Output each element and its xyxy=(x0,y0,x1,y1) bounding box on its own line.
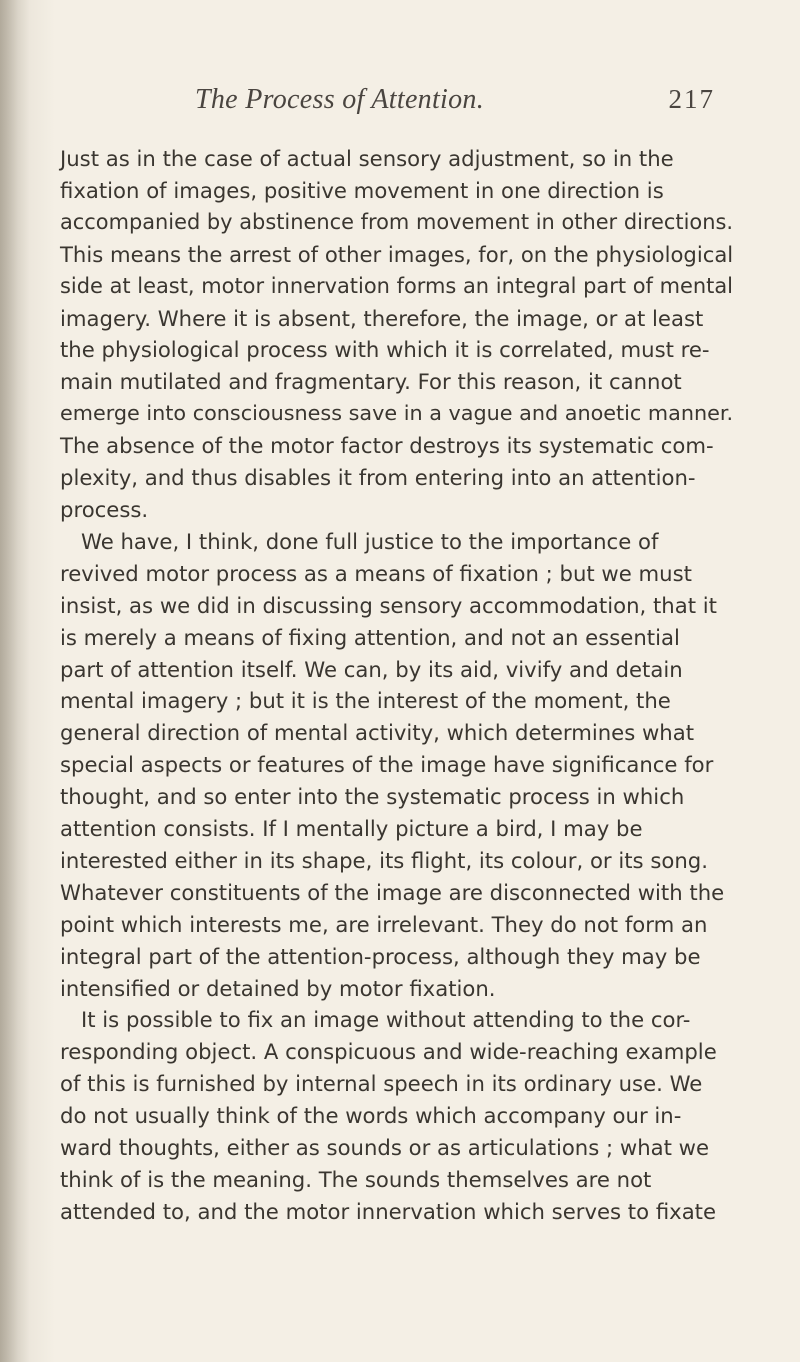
text-line: attention consists. If I mentally picture a bird, I may be xyxy=(60,816,643,842)
text-line: The absence of the motor factor destroys its systematic com- xyxy=(60,433,714,459)
text-line: revived motor process as a means of fixation ; but we must xyxy=(60,560,692,586)
text-line: imagery. Where it is absent, therefore, the image, or at least xyxy=(60,305,704,331)
text-line: interested either in its shape, its flight, its colour, or its song. xyxy=(60,847,708,873)
text-line: side at least, motor innervation forms an integral part of mental xyxy=(60,273,733,298)
paragraph xyxy=(60,143,733,526)
text-line: of this is furnished by internal speech in its ordinary use. We xyxy=(60,1071,703,1097)
text-line: This means the arrest of other images, for, on the physiological xyxy=(60,241,734,267)
text-line: part of attention itself. We can, by its aid, vivify and detain xyxy=(60,656,683,682)
text-line: is merely a means of fixing attention, and not an essential xyxy=(60,624,680,650)
text-line: point which interests me, are irrelevant. They do not form an xyxy=(60,911,708,937)
running-head xyxy=(195,84,715,124)
text-line: integral part of the attention-process, although they may be xyxy=(60,943,701,969)
binding-shadow xyxy=(0,0,30,1362)
text-line: attended to, and the motor innervation which serves to fixate xyxy=(60,1198,717,1224)
text-line: It is possible to fix an image without attending to the cor- xyxy=(81,1007,691,1033)
text-line: think of is the meaning. The sounds themselves are not xyxy=(60,1167,652,1192)
body-text xyxy=(60,143,733,1228)
text-line: ward thoughts, either as sounds or as articulations ; what we xyxy=(60,1135,710,1161)
text-line: responding object. A conspicuous and wide-reaching example xyxy=(60,1039,717,1065)
text-line: accompanied by abstinence from movement in other directions. xyxy=(60,209,733,234)
text-line: We have, I think, done full justice to the importance of xyxy=(81,528,659,554)
text-line: insist, as we did in discussing sensory accommodation, that it xyxy=(60,592,717,618)
text-line: Whatever constituents of the image are disconnected with the xyxy=(60,879,725,905)
text-line: fixation of images, positive movement in one direction is xyxy=(60,177,664,203)
paragraph xyxy=(60,1004,733,1227)
text-line: general direction of mental activity, which determines what xyxy=(60,720,695,746)
text-line: process. xyxy=(60,496,149,522)
text-line: main mutilated and fragmentary. For this reason, it cannot xyxy=(60,369,682,395)
running-title: The Process of Attention. xyxy=(195,84,485,115)
text-line: Just as in the case of actual sensory adjustment, so in the xyxy=(60,146,674,171)
text-line: special aspects or features of the image have significance for xyxy=(60,752,714,778)
page-number: 217 xyxy=(668,84,715,114)
text-line: plexity, and thus disables it from entering into an attention- xyxy=(60,465,696,491)
text-line: intensified or detained by motor fixation. xyxy=(60,975,496,1001)
text-line: mental imagery ; but it is the interest of the moment, the xyxy=(60,688,671,714)
text-line: emerge into consciousness save in a vague and anoetic manner. xyxy=(60,401,734,426)
text-line: the physiological process with which it is correlated, must re- xyxy=(60,337,710,363)
text-line: thought, and so enter into the systematic process in which xyxy=(60,784,685,810)
text-line: do not usually think of the words which accompany our in- xyxy=(60,1103,682,1129)
paragraph xyxy=(60,526,733,1005)
